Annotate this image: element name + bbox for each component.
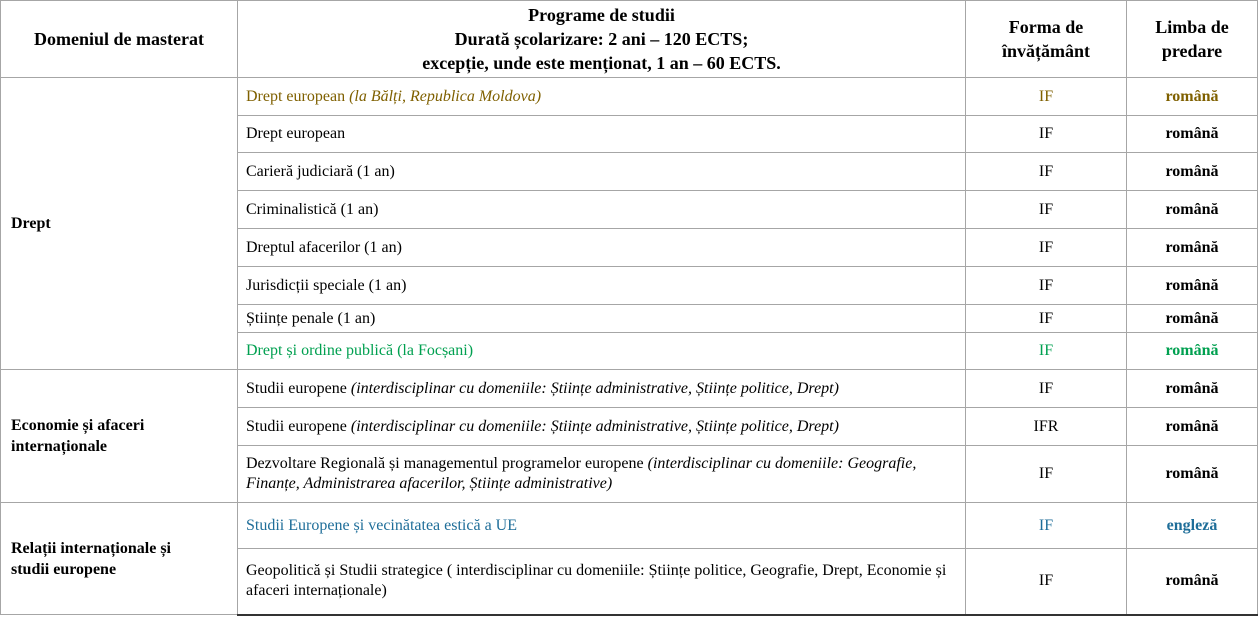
lang-cell: engleză <box>1127 503 1258 549</box>
program-note: (interdisciplinar cu domeniile: Științe administrative, Științe politice, Drept) <box>350 379 839 397</box>
lang-cell: română <box>1127 116 1258 153</box>
lang-cell: română <box>1127 446 1258 503</box>
lang-cell: română <box>1127 267 1258 305</box>
program-cell: Geopolitică și Studii strategice ( interdisciplinar cu domeniile: Științe politice, Geografie, Drept, Economie și afaceri internaționale) <box>238 549 966 615</box>
form-cell: IF <box>966 305 1127 333</box>
lang-cell: română <box>1127 370 1258 408</box>
form-cell: IF <box>966 549 1127 615</box>
program-cell: Drept și ordine publică (la Focșani) <box>238 333 966 370</box>
header-lang-line2: predare <box>1161 41 1223 61</box>
lang-cell: română <box>1127 305 1258 333</box>
form-cell: IF <box>966 153 1127 191</box>
program-cell <box>238 446 966 503</box>
lang-cell: română <box>1127 78 1258 116</box>
lang-cell: română <box>1127 408 1258 446</box>
header-form-line2: învățământ <box>1001 41 1090 61</box>
program-cell: Științe penale (1 an) <box>238 305 966 333</box>
domain-cell-economie <box>1 370 238 503</box>
header-programs-line3: excepție, unde este menționat, 1 an – 60 ECTS. <box>422 53 781 73</box>
program-name: Drept european <box>246 87 350 105</box>
header-programs-line2: Durată școlarizare: 2 ani – 120 ECTS; <box>454 29 749 49</box>
lang-cell: română <box>1127 153 1258 191</box>
table-row <box>1 370 1258 408</box>
form-cell: IFR <box>966 408 1127 446</box>
program-name: Dezvoltare Regională și managementul programelor europene <box>246 455 648 472</box>
program-cell <box>238 370 966 408</box>
domain-line2: studii europene <box>11 560 117 578</box>
program-cell: Criminalistică (1 an) <box>238 191 966 229</box>
header-lang-line1: Limba de <box>1155 17 1229 37</box>
header-form <box>966 1 1127 78</box>
form-cell: IF <box>966 191 1127 229</box>
lang-cell: română <box>1127 229 1258 267</box>
program-name: Studii europene <box>246 379 351 397</box>
form-cell: IF <box>966 267 1127 305</box>
domain-line2: internaționale <box>11 438 107 455</box>
table-row <box>1 78 1258 116</box>
lang-cell: română <box>1127 191 1258 229</box>
program-cell <box>238 78 966 116</box>
header-lang <box>1127 1 1258 78</box>
program-cell: Jurisdicții speciale (1 an) <box>238 267 966 305</box>
form-cell: IF <box>966 116 1127 153</box>
table-row <box>1 503 1258 549</box>
form-cell: IF <box>966 370 1127 408</box>
header-programs-line1: Programe de studii <box>528 5 675 25</box>
program-cell: Drept european <box>238 116 966 153</box>
program-cell: Carieră judiciară (1 an) <box>238 153 966 191</box>
header-domain: Domeniul de masterat <box>1 1 238 78</box>
domain-cell-drept: Drept <box>1 78 238 370</box>
header-programs <box>238 1 966 78</box>
domain-cell-relatii <box>1 503 238 615</box>
program-cell: Studii Europene și vecinătatea estică a UE <box>238 503 966 549</box>
program-note: (interdisciplinar cu domeniile: Științe administrative, Științe politice, Drept) <box>350 417 839 435</box>
domain-line1: Relații internaționale și <box>11 539 171 557</box>
program-cell: Dreptul afacerilor (1 an) <box>238 229 966 267</box>
form-cell: IF <box>966 503 1127 549</box>
header-form-line1: Forma de <box>1008 17 1084 37</box>
form-cell: IF <box>966 78 1127 116</box>
program-note: (interdisciplinar cu domeniile: Geografie, Finanțe, Administrarea afacerilor, Științe administrative) <box>246 455 917 492</box>
form-cell: IF <box>966 333 1127 370</box>
table-header-row <box>1 1 1258 78</box>
lang-cell: română <box>1127 549 1258 615</box>
program-name: Studii europene <box>246 417 351 435</box>
form-cell: IF <box>966 446 1127 503</box>
program-note: (la Bălți, Republica Moldova) <box>349 87 542 105</box>
form-cell: IF <box>966 229 1127 267</box>
domain-line1: Economie și afaceri <box>11 417 145 434</box>
program-cell <box>238 408 966 446</box>
lang-cell: română <box>1127 333 1258 370</box>
